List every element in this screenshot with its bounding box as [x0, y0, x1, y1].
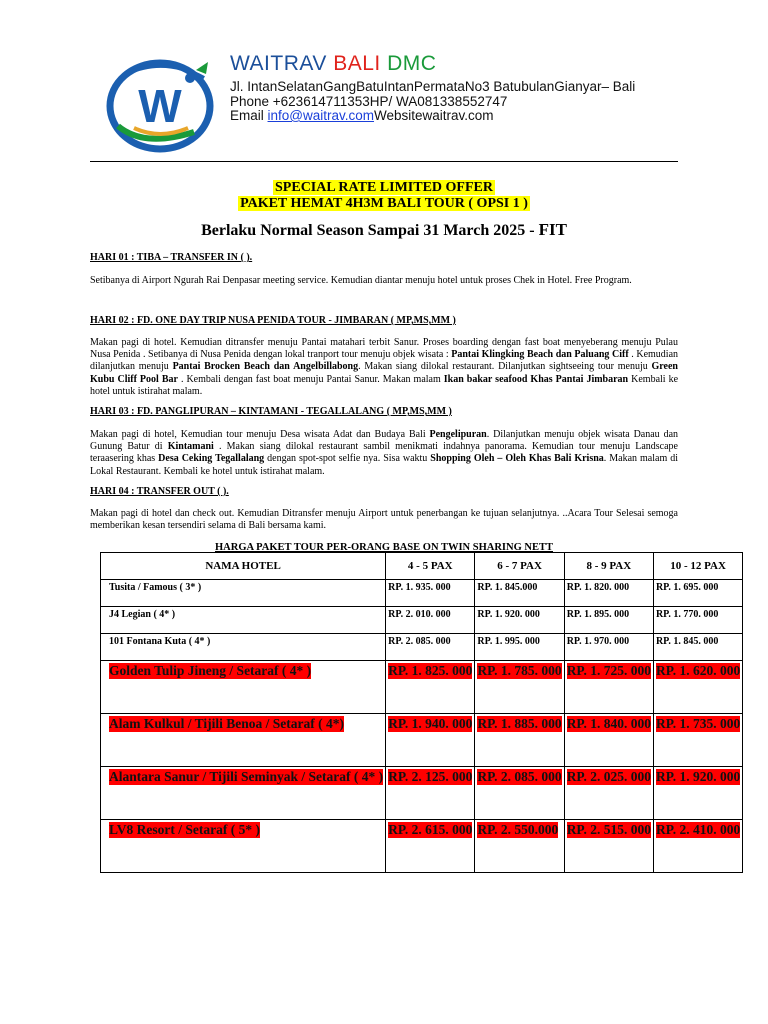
price-6-7-pax: [475, 767, 564, 820]
day-2-body: [90, 337, 678, 398]
price-8-9-pax-text: RP. 2. 515. 000: [566, 822, 651, 837]
hotel-name-cell-text: Alam Kulkul / Tijili Benoa / Setaraf ( 4*): [109, 716, 345, 731]
price-6-7-pax-text: RP. 1. 885. 000: [477, 716, 562, 731]
price-8-9-pax-text: RP. 1. 820. 000: [566, 582, 630, 593]
day-3-spot-4: Shopping Oleh – Oleh Khas Bali Krisna: [430, 453, 604, 465]
day-2-spot-2: Pantai Brocken Beach dan Angelbillabong: [172, 361, 359, 373]
price-8-9-pax-text: RP. 1. 725. 000: [566, 663, 651, 678]
price-8-9-pax-text: RP. 2. 025. 000: [566, 769, 651, 784]
day-3-text-5: . Makan malam di Lokal Restaurant. Kembali ke hotel untuk istirahat malam.: [90, 453, 678, 477]
price-8-9-pax: [564, 580, 653, 607]
price-10-12-pax-text: RP. 2. 410. 000: [655, 822, 741, 837]
price-10-12-pax-text: RP. 1. 735. 000: [655, 716, 741, 731]
table-row: [101, 634, 743, 661]
day-3-text-1: Makan pagi di hotel, Kemudian tour menuju Desa wisata Adat dan Budaya Bali: [90, 429, 430, 440]
day-3-spot-2: Kintamani: [167, 441, 214, 453]
day-1-heading: HARI 01 : TIBA – TRANSFER IN ( ).: [90, 252, 253, 263]
header-6-7-pax: 6 - 7 PAX: [475, 553, 564, 580]
price-6-7-pax: [475, 820, 564, 873]
company-name-dmc: DMC: [387, 52, 437, 75]
price-10-12-pax: [653, 580, 742, 607]
price-4-5-pax: [386, 820, 475, 873]
price-4-5-pax-text: RP. 1. 940. 000: [388, 716, 473, 731]
company-name: [230, 52, 436, 76]
offer-title: [0, 180, 768, 196]
price-table-header-row: [101, 553, 743, 580]
day-3-spot-1: Pengelipuran: [429, 429, 487, 440]
price-8-9-pax-text: RP. 1. 970. 000: [566, 636, 630, 647]
hotel-name-cell-text: J4 Legian ( 4* ): [109, 609, 176, 620]
company-name-waitrav: WAITRAV: [230, 52, 327, 75]
season-text: Berlaku Normal Season Sampai 31 March 2025 -: [201, 222, 535, 239]
package-title-text: PAKET HEMAT 4H3M BALI TOUR ( OPSI 1 ): [240, 196, 528, 211]
price-10-12-pax: [653, 820, 742, 873]
offer-title-text: SPECIAL RATE LIMITED OFFER: [275, 180, 493, 195]
hotel-name-cell: [101, 607, 386, 634]
day-2-spot-4: Ikan bakar seafood Khas Pantai Jimbaran: [443, 373, 629, 385]
price-8-9-pax-text: RP. 1. 840. 000: [566, 716, 651, 731]
hotel-name-cell: [101, 661, 386, 714]
price-4-5-pax-text: RP. 2. 125. 000: [388, 769, 473, 784]
table-row: [101, 714, 743, 767]
season-title: [0, 220, 768, 240]
price-10-12-pax: [653, 661, 742, 714]
price-8-9-pax: [564, 661, 653, 714]
price-4-5-pax-text: RP. 2. 615. 000: [388, 822, 473, 837]
price-6-7-pax-text: RP. 1. 920. 000: [477, 609, 540, 620]
website-text: Websitewaitrav.com: [374, 108, 494, 123]
price-table-caption: HARGA PAKET TOUR PER-ORANG BASE ON TWIN SHARING NETT: [214, 542, 553, 553]
day-2-text-5: Kembali ke hotel untuk istirahat malam.: [90, 373, 679, 397]
price-10-12-pax-text: RP. 1. 770. 000: [655, 609, 719, 620]
company-address: Jl. IntanSelatanGangBatuIntanPermataNo3 BatubulanGianyar– Bali: [230, 79, 636, 94]
hotel-name-cell-text: Alantara Sanur / Tijili Seminyak / Setaraf ( 4* ): [109, 769, 384, 784]
day-2-text-4: . Kembali dengan fast boat menuju Pantai Sanur. Makan malam: [177, 373, 444, 385]
price-6-7-pax: [475, 580, 564, 607]
price-8-9-pax: [564, 820, 653, 873]
company-contact: [230, 108, 494, 123]
day-2-text-3: . Makan siang dilokal restaurant. Dilanjutkan sightseeing tour menuju: [358, 361, 652, 373]
day-2-spot-3: Green Kubu Cliff Pool Bar: [90, 361, 678, 385]
price-6-7-pax: [475, 661, 564, 714]
package-title: [0, 196, 768, 212]
price-8-9-pax: [564, 767, 653, 820]
price-6-7-pax: [475, 607, 564, 634]
price-4-5-pax-text: RP. 2. 010. 000: [388, 609, 451, 620]
hotel-name-cell-text: 101 Fontana Kuta ( 4* ): [109, 636, 211, 647]
price-table: [100, 552, 743, 873]
header-4-5-pax: 4 - 5 PAX: [386, 553, 475, 580]
price-10-12-pax-text: RP. 1. 620. 000: [655, 663, 741, 678]
hotel-name-cell-text: Golden Tulip Jineng / Setaraf ( 4* ): [109, 663, 312, 678]
day-3-text-4: dengan spot-spot selfie nya. Sisa waktu: [264, 453, 431, 465]
price-4-5-pax-text: RP. 2. 085. 000: [388, 636, 451, 647]
price-4-5-pax: [386, 767, 475, 820]
company-logo: [104, 56, 222, 154]
table-row: [101, 607, 743, 634]
day-2-text-1: Makan pagi di hotel. Kemudian ditransfer menuju Pantai matahari terbit Sanur. Proses boarding dengan fast boat menyeberang menuju Pulau Nusa Penida . Setibanya di Nusa Penida dengan lokal tranport tour menuju objek wisata :: [90, 337, 678, 361]
price-table-body: [101, 580, 743, 873]
day-1-body: Setibanya di Airport Ngurah Rai Denpasar meeting service. Kemudian diantar menuju hotel untuk proses Chek in Hotel. Free Program.: [90, 275, 632, 286]
header-10-12-pax: 10 - 12 PAX: [653, 553, 742, 580]
price-8-9-pax-text: RP. 1. 895. 000: [566, 609, 630, 620]
price-6-7-pax-text: RP. 2. 550.000: [477, 822, 559, 837]
day-2-text-2: . Kemudian dilanjutkan menuju: [90, 349, 679, 373]
season-fit: FIT: [538, 220, 567, 239]
day-3-spot-3: Desa Ceking Tegallalang: [158, 453, 265, 465]
price-6-7-pax-text: RP. 1. 995. 000: [477, 636, 540, 647]
price-8-9-pax: [564, 714, 653, 767]
price-4-5-pax-text: RP. 1. 935. 000: [388, 582, 451, 593]
hotel-name-cell: [101, 580, 386, 607]
table-row: [101, 820, 743, 873]
price-6-7-pax-text: RP. 1. 785. 000: [477, 663, 562, 678]
company-name-bali: BALI: [333, 52, 381, 75]
logo-letter: W: [138, 80, 182, 132]
day-4-body: Makan pagi di hotel dan check out. Kemudian Ditransfer menuju Airport untuk penerbangan ke tujuan selanjutnya. ..Acara Tour Selesai semoga memberikan kesan tersendiri selama di Bali bersama kami.: [90, 508, 678, 532]
price-10-12-pax: [653, 607, 742, 634]
hotel-name-cell: [101, 767, 386, 820]
hotel-name-cell: [101, 634, 386, 661]
price-6-7-pax-text: RP. 1. 845.000: [477, 582, 538, 593]
table-row: [101, 661, 743, 714]
day-2-spot-1: Pantai Klingking Beach dan Paluang Ciff: [451, 349, 629, 361]
day-4-heading: HARI 04 : TRANSFER OUT ( ).: [90, 486, 229, 497]
price-10-12-pax: [653, 714, 742, 767]
day-3-heading: HARI 03 : FD. PANGLIPURAN – KINTAMANI - TEGALLALANG ( MP,MS,MM ): [90, 406, 452, 417]
price-8-9-pax: [564, 607, 653, 634]
day-2-heading: HARI 02 : FD. ONE DAY TRIP NUSA PENIDA TOUR - JIMBARAN ( MP,MS,MM ): [90, 315, 456, 326]
price-8-9-pax: [564, 634, 653, 661]
price-4-5-pax: [386, 607, 475, 634]
table-row: [101, 580, 743, 607]
price-10-12-pax-text: RP. 1. 695. 000: [655, 582, 719, 593]
hotel-name-cell: [101, 714, 386, 767]
price-10-12-pax: [653, 767, 742, 820]
company-phone: Phone +623614711353HP/ WA081338552747: [230, 94, 508, 109]
header-8-9-pax: 8 - 9 PAX: [564, 553, 653, 580]
hotel-name-cell-text: Tusita / Famous ( 3* ): [109, 582, 202, 593]
day-3-text-3: . Makan siang dilokal restaurant sambil menikmati indahnya panorama. Kemudian tour menuju Landscape teraasering khas: [90, 441, 678, 465]
email-link[interactable]: info@waitrav.com: [267, 108, 375, 123]
price-6-7-pax: [475, 714, 564, 767]
price-4-5-pax-text: RP. 1. 825. 000: [388, 663, 473, 678]
header-divider: [90, 161, 678, 162]
day-3-text-2: . Dilanjutkan menuju objek wisata Danau dan Gunung Batur di: [90, 429, 679, 453]
table-row: [101, 767, 743, 820]
hotel-name-cell-text: LV8 Resort / Setaraf ( 5* ): [109, 822, 260, 837]
price-4-5-pax: [386, 714, 475, 767]
header-hotel: NAMA HOTEL: [101, 553, 386, 580]
email-label: Email: [230, 108, 264, 123]
day-3-body: [90, 429, 678, 478]
price-4-5-pax: [386, 580, 475, 607]
price-10-12-pax-text: RP. 1. 845. 000: [655, 636, 719, 647]
price-4-5-pax: [386, 634, 475, 661]
hotel-name-cell: [101, 820, 386, 873]
price-10-12-pax: [653, 634, 742, 661]
price-6-7-pax: [475, 634, 564, 661]
price-4-5-pax: [386, 661, 475, 714]
price-10-12-pax-text: RP. 1. 920. 000: [655, 769, 741, 784]
price-6-7-pax-text: RP. 2. 085. 000: [477, 769, 562, 784]
